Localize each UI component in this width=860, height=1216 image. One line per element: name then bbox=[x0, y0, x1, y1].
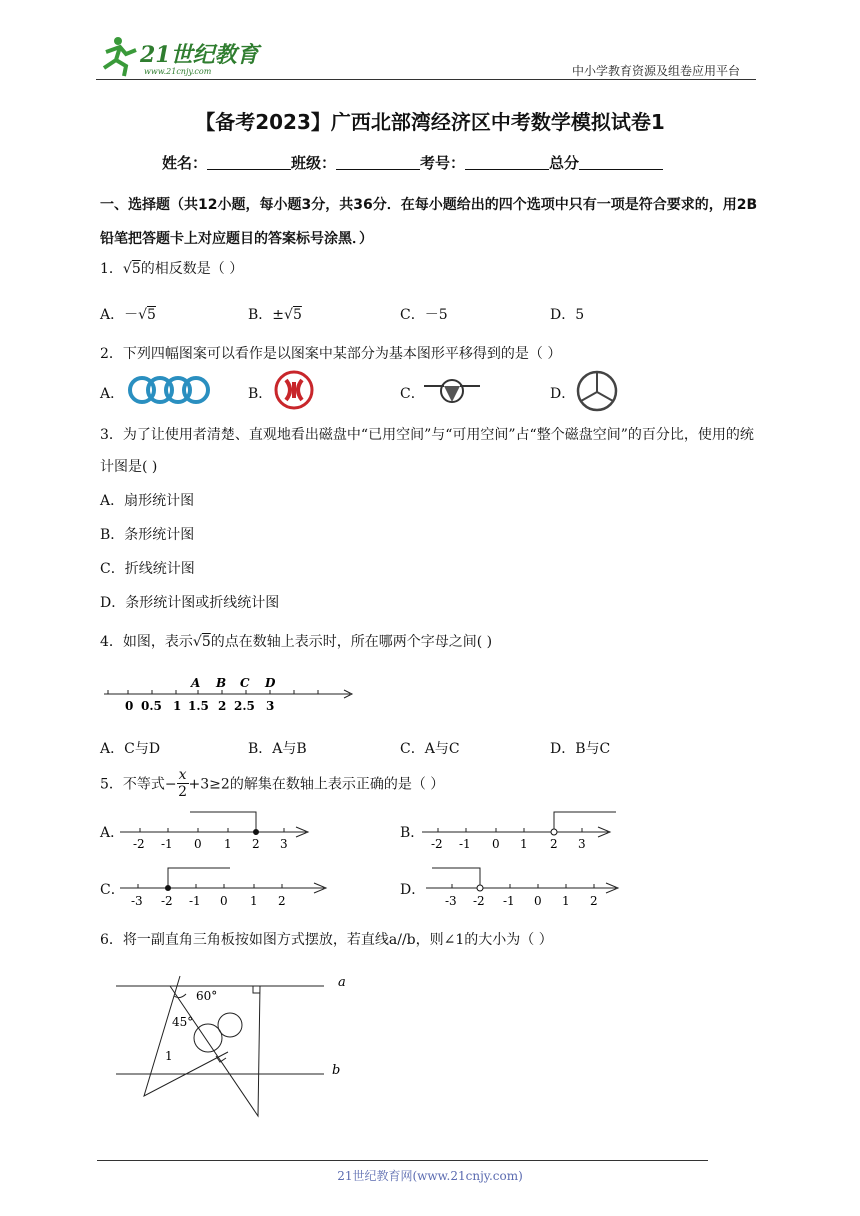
q4-letter-b: B bbox=[216, 676, 227, 690]
svg-text:-1: -1 bbox=[459, 837, 471, 850]
runner-logo-icon bbox=[104, 37, 136, 76]
q4-tick: 1 bbox=[173, 699, 182, 713]
logo-url: www.21cnjy.com bbox=[144, 67, 212, 76]
svg-text:1: 1 bbox=[250, 894, 258, 908]
svg-text:1: 1 bbox=[562, 894, 570, 908]
q1-stem: 1．√5的相反数是（ ） bbox=[100, 261, 244, 277]
q4-letter-c: C bbox=[240, 676, 250, 690]
q3-option-b[interactable]: B．条形统计图 bbox=[100, 527, 195, 543]
q6-label-b: b bbox=[332, 1063, 341, 1078]
q2-option-b[interactable]: B． bbox=[248, 386, 273, 402]
mercedes-logo-icon bbox=[576, 370, 618, 412]
q5-number-line-d bbox=[426, 862, 624, 908]
name-label: 姓名： bbox=[162, 154, 208, 172]
footer-text: 21世纪教育网(www.21cnjy.com) bbox=[337, 1169, 523, 1183]
audi-rings-icon bbox=[126, 374, 212, 406]
header-divider bbox=[96, 79, 756, 80]
svg-text:2: 2 bbox=[252, 837, 260, 850]
svg-text:0: 0 bbox=[194, 837, 202, 850]
svg-text:3: 3 bbox=[578, 837, 586, 850]
svg-text:-1: -1 bbox=[161, 837, 173, 850]
q6-triangle-figure bbox=[110, 968, 360, 1120]
q1-option-c[interactable]: C．－5 bbox=[400, 307, 448, 323]
q4-tick: 1.5 bbox=[188, 699, 209, 713]
svg-text:-2: -2 bbox=[161, 894, 173, 908]
q2-option-d[interactable]: D． bbox=[550, 386, 576, 402]
page-title: 【备考2023】广西北部湾经济区中考数学模拟试卷1 bbox=[195, 110, 665, 134]
svg-text:-1: -1 bbox=[503, 894, 515, 908]
class-label: 班级： bbox=[291, 154, 337, 172]
q1-option-a[interactable]: A．－√5 bbox=[100, 307, 156, 323]
exam-no-field[interactable] bbox=[465, 155, 549, 170]
svg-text:-2: -2 bbox=[473, 894, 485, 908]
q6-stem: 6．将一副直角三角板按如图方式摆放，若直线a//b，则∠1的大小为（ ） bbox=[100, 932, 553, 948]
svg-text:2: 2 bbox=[278, 894, 286, 908]
svg-text:0: 0 bbox=[220, 894, 228, 908]
svg-text:-3: -3 bbox=[131, 894, 143, 908]
q3-option-c[interactable]: C．折线统计图 bbox=[100, 561, 195, 577]
q6-angle-45: 45° bbox=[172, 1015, 194, 1029]
q6-label-a: a bbox=[338, 975, 346, 990]
svg-text:0: 0 bbox=[534, 894, 542, 908]
winged-logo-icon bbox=[422, 374, 482, 408]
q2-option-c[interactable]: C． bbox=[400, 386, 425, 402]
q4-number-line bbox=[100, 672, 360, 716]
q2-option-a[interactable]: A． bbox=[100, 386, 125, 402]
q3-option-a[interactable]: A．扇形统计图 bbox=[100, 493, 195, 509]
q5-number-line-a bbox=[120, 806, 314, 850]
q5-option-d[interactable]: D． bbox=[400, 882, 426, 898]
q1-option-b[interactable]: B．±√5 bbox=[248, 307, 302, 323]
q4-letter-d: D bbox=[265, 676, 276, 690]
q4-letter-a: A bbox=[191, 676, 201, 690]
svg-text:2: 2 bbox=[590, 894, 598, 908]
q5-number-line-b bbox=[422, 806, 618, 850]
q4-tick: 2.5 bbox=[234, 699, 255, 713]
logo bbox=[96, 32, 266, 80]
score-label: 总分 bbox=[549, 154, 580, 172]
q2-stem: 2．下列四幅图案可以看作是以图案中某部分为基本图形平移得到的是（ ） bbox=[100, 346, 562, 362]
q3-option-d[interactable]: D．条形统计图或折线统计图 bbox=[100, 595, 280, 611]
q4-option-d[interactable]: D．B与C bbox=[550, 741, 611, 757]
dongfeng-logo-icon bbox=[274, 370, 314, 410]
q4-option-b[interactable]: B．A与B bbox=[248, 741, 307, 757]
q4-tick: 3 bbox=[266, 699, 275, 713]
logo-text: 21世纪教育 bbox=[140, 42, 259, 68]
q4-tick: 0 bbox=[125, 699, 134, 713]
svg-text:-1: -1 bbox=[189, 894, 201, 908]
q4-tick: 2 bbox=[218, 699, 227, 713]
svg-text:-2: -2 bbox=[431, 837, 443, 850]
class-field[interactable] bbox=[336, 155, 420, 170]
q4-stem: 4．如图，表示√5的点在数轴上表示时，所在哪两个字母之间( ) bbox=[100, 634, 493, 650]
header-platform-text: 中小学教育资源及组卷应用平台 bbox=[572, 64, 741, 78]
svg-text:3: 3 bbox=[280, 837, 288, 850]
svg-text:0: 0 bbox=[492, 837, 500, 850]
svg-text:1: 1 bbox=[520, 837, 528, 850]
q5-number-line-c bbox=[120, 862, 332, 908]
q5-stem: 5．不等式− $\frac{x}{2}$ +3≥2的解集在数轴上表示正确的是（ ） bbox=[100, 767, 445, 800]
exam-no-label: 考号： bbox=[420, 154, 466, 172]
q1-option-d[interactable]: D．5 bbox=[550, 307, 585, 323]
q5-option-c[interactable]: C． bbox=[100, 882, 125, 898]
q3-stem: 3．为了让使用者清楚、直观地看出磁盘中“已用空间”与“可用空间”占“整个磁盘空间”的百分比，使用的统计图是( ) bbox=[100, 427, 754, 475]
svg-text:-3: -3 bbox=[445, 894, 457, 908]
q4-tick: 0.5 bbox=[141, 699, 162, 713]
q5-option-a[interactable]: A． bbox=[100, 825, 125, 841]
score-field[interactable] bbox=[579, 155, 663, 170]
section-heading: 一、选择题（共12小题，每小题3分，共36分．在每小题给出的四个选项中只有一项是符合要求的，用2B铅笔把答题卡上对应题目的答案标号涂黑．） bbox=[100, 197, 758, 247]
q6-angle-1: 1 bbox=[165, 1049, 173, 1063]
svg-text:1: 1 bbox=[224, 837, 232, 850]
q4-option-c[interactable]: C．A与C bbox=[400, 741, 460, 757]
q5-option-b[interactable]: B． bbox=[400, 825, 425, 841]
student-info-line bbox=[162, 152, 663, 173]
svg-text:-2: -2 bbox=[133, 837, 145, 850]
svg-text:2: 2 bbox=[550, 837, 558, 850]
footer-divider bbox=[97, 1160, 708, 1161]
q6-angle-60: 60° bbox=[196, 989, 218, 1003]
q4-option-a[interactable]: A．C与D bbox=[100, 741, 161, 757]
name-field[interactable] bbox=[207, 155, 291, 170]
